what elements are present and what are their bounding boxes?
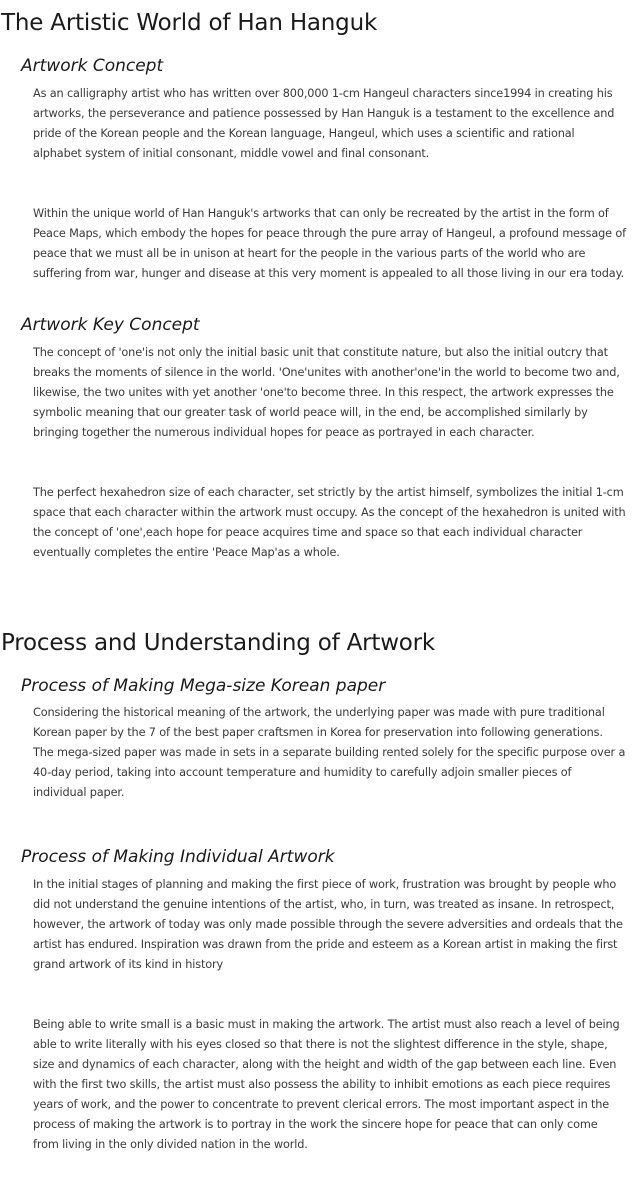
artwork-concept-heading: Artwork Concept bbox=[21, 56, 164, 76]
key-concept-paragraph-2: The perfect hexahedron size of each character, set strictly by the artist himself, symbolizes the initial 1-cm space that each character within the artwork must occupy. As the concept of the hexahedron is united with the concept of 'one',each hope for peace acquires time and space so that each individual character eventually completes the entire 'Peace Map'as a whole. bbox=[33, 486, 626, 559]
paper-paragraph-wrap bbox=[0, 703, 636, 803]
key-concept-paragraph-1-wrap bbox=[0, 343, 636, 443]
key-concept-heading-wrap bbox=[0, 314, 636, 336]
individual-paragraph-2-wrap bbox=[0, 1015, 636, 1155]
paper-process-paragraph: Considering the historical meaning of the artwork, the underlying paper was made with pure traditional Korean paper by the 7 of the best paper craftsmen in Korea for preservation into following generations. The mega-sized paper was made in sets in a separate building rented solely for the specific purpose over a 40-day period, taking into account temperature and humidity to carefully adjoin smaller pieces of individual paper. bbox=[33, 706, 626, 799]
individual-artwork-paragraph-2: Being able to write small is a basic must in making the artwork. The artist must also reach a level of being able to write literally with his eyes closed so that there is not the slightest difference in the style, shape, size and dynamics of each character, along with the height and width of the gap between each line. Even with the first two skills, the artist must also possess the ability to inhibit emotions as each piece requires years of work, and the power to concentrate to prevent clerical errors. The most important aspect in the process of making the artwork is to portray in the work the sincere hope for peace that can only come from living in the only divided nation in the world. bbox=[33, 1018, 620, 1151]
individual-paragraph-1-wrap bbox=[0, 875, 636, 975]
section-title-process-wrap bbox=[0, 628, 636, 658]
artwork-concept-paragraph-2-wrap bbox=[0, 204, 636, 284]
section-title-artistic-world bbox=[0, 8, 636, 38]
key-concept-paragraph-2-wrap bbox=[0, 483, 636, 563]
artwork-concept-paragraph-2: Within the unique world of Han Hanguk's artworks that can only be recreated by the artist in the form of Peace Maps, which embody the hopes for peace through the pure array of Hangeul, a profound message of peace that we must all be in unison at heart for the people in the various parts of the world who are suffering from war, hunger and disease at this very moment is appealed to all those living in our era today. bbox=[33, 207, 626, 280]
artwork-concept-heading-wrap bbox=[0, 55, 636, 77]
paper-heading-wrap bbox=[0, 675, 636, 697]
individual-heading-wrap bbox=[0, 846, 636, 868]
artwork-concept-paragraph-1: As an calligraphy artist who has written over 800,000 1-cm Hangeul characters since1994 in creating his artworks, the perseverance and patience possessed by Han Hanguk is a testament to the excellence and pride of the Korean people and the Korean language, Hangeul, which uses a scientific and rational alphabet system of initial consonant, middle vowel and final consonant. bbox=[33, 87, 615, 160]
key-concept-paragraph-1: The concept of 'one'is not only the initial basic unit that constitute nature, but also the initial outcry that breaks the moments of silence in the world. 'One'unites with another'one'in the world to become two and, likewise, the two unites with yet another 'one'to become three. In this respect, the artwork expresses the symbolic meaning that our greater task of world peace will, in the end, be accomplished similarly by bringing together the numerous individual hopes for peace as portrayed in each character. bbox=[33, 346, 620, 439]
key-concept-heading: Artwork Key Concept bbox=[21, 315, 200, 335]
artwork-concept-paragraph-1-wrap bbox=[0, 84, 636, 164]
paper-process-heading: Process of Making Mega-size Korean paper bbox=[21, 676, 386, 696]
individual-artwork-heading: Process of Making Individual Artwork bbox=[21, 847, 335, 867]
section-title-process: Process and Understanding of Artwork bbox=[1, 630, 436, 656]
page-title: The Artistic World of Han Hanguk bbox=[1, 10, 378, 36]
individual-artwork-paragraph-1: In the initial stages of planning and making the first piece of work, frustration was brought by people who did not understand the genuine intentions of the artist, who, in turn, was treated as insane. In retrospect, however, the artwork of today was only made possible through the severe adversities and ordeals that the artist has endured. Inspiration was drawn from the pride and esteem as a Korean artist in making the first grand artwork of its kind in history bbox=[33, 878, 623, 971]
